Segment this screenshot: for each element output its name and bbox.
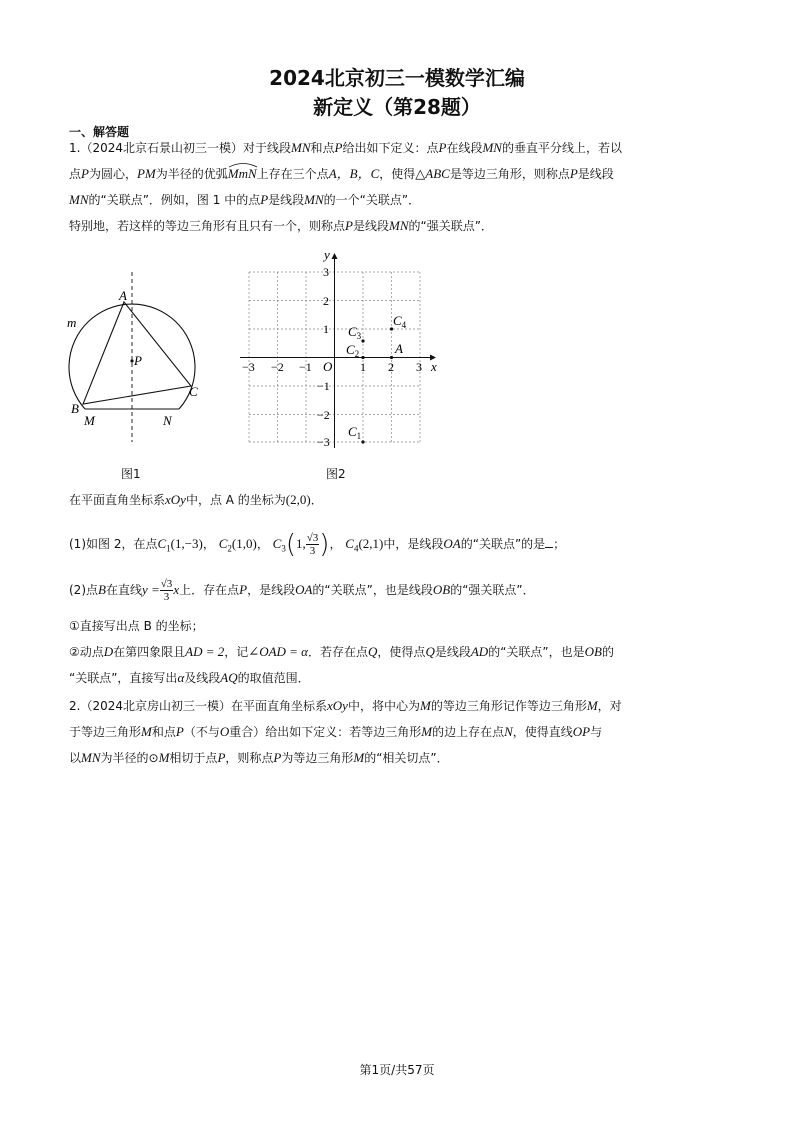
figure-2-coordinate-grid	[236, 245, 446, 455]
label-c: C	[189, 384, 198, 399]
q2-line-1: 2.（2024北京房山初三一模）在平面直角坐标系xOy中，将中心为M的等边三角形记作等边三角形M，对	[69, 698, 622, 713]
figure-1-caption: 图1	[121, 467, 141, 481]
label-n: N	[163, 413, 172, 428]
point-a-label: A	[395, 341, 403, 356]
q1-line-1: 1.（2024北京石景山初三一模）对于线段MN和点P给出如下定义：点P在线段MN的垂直平分线上，若以	[69, 140, 622, 155]
label-arc-m: m	[67, 315, 77, 330]
arc-mark	[228, 162, 258, 168]
y-tick: −1	[317, 379, 330, 393]
x-tick: −1	[299, 360, 312, 374]
q1-setup: 在平面直角坐标系xOy中，点 A 的坐标为(2,0)．	[69, 492, 323, 507]
y-tick: 2	[323, 294, 329, 308]
q1-part-2: (2)点B在直线y = $\frac{√3}{3}$ x上．存在点P，是线段OA的“关联点”，也是线段OB的“强关联点”．	[69, 578, 535, 603]
label-m: M	[84, 413, 95, 428]
x-axis-label: x	[431, 359, 437, 374]
q1-line-2: 点P为圆心，PM为半径的优弧MmN 上存在三个点A，B，C，使得△ABC是等边三角形，则称点P是线段	[69, 166, 729, 182]
page-footer: 第1页/共57页	[359, 1063, 435, 1077]
point-c1	[361, 440, 364, 443]
x-tick: 2	[388, 360, 394, 374]
figure-1	[64, 264, 214, 444]
label-a: A	[119, 288, 127, 303]
q1-part-1: (1)如图 2，在点$C_1(1,-3)$， $C_2(1,0)$， $C_3(1$, $\frac{√3}{3}$ )， $C_4(2,1)$中，是线段OA的“关联点”的是 ；	[69, 529, 566, 560]
arc-mmn: MmN	[228, 166, 257, 181]
point-c4-label: $C_4$	[393, 313, 407, 330]
x-tick: −3	[242, 360, 255, 374]
origin-label: O	[323, 359, 333, 374]
x-tick: 1	[360, 360, 366, 374]
point-a	[390, 356, 393, 359]
q2-line-3: 以MN为半径的⊙M相切于点P，则称点P为等边三角形M的“相关切点”．	[69, 750, 449, 765]
y-axis-arrow	[332, 253, 338, 259]
figure-2-caption: 图2	[326, 467, 346, 481]
point-c3-label: $C_3$	[348, 324, 362, 341]
answer-blank	[545, 537, 553, 548]
y-tick: −3	[317, 435, 330, 449]
point-c1-label: $C_1$	[348, 424, 362, 441]
q1-line-4: 特别地，若这样的等边三角形有且只有一个，则称点P是线段MN的“强关联点”．	[69, 218, 493, 233]
document-title: 2024北京初三一模数学汇编	[269, 66, 525, 90]
point-c2-label: $C_2$	[346, 342, 360, 359]
q1-sub-3: “关联点”，直接写出α及线段AQ的取值范围．	[69, 670, 310, 685]
label-p: P	[134, 353, 142, 368]
y-tick: −2	[317, 408, 330, 422]
y-tick: 3	[323, 265, 329, 279]
q1-sub-2: ②动点D在第四象限且AD = 2，记∠OAD = α．若存在点Q，使得点Q是线段AD的“关联点”，也是OB的	[69, 644, 614, 659]
point-c3	[361, 339, 364, 342]
q1-sub-1: ①直接写出点 B 的坐标；	[69, 619, 204, 633]
x-tick: −2	[271, 360, 284, 374]
fraction-sqrt3-over-3: $\frac{√3}{3}$	[306, 532, 319, 557]
q1-line-3: MN的“关联点”．例如，图 1 中的点P是线段MN的一个“关联点”．	[69, 192, 421, 207]
y-axis-label: y	[324, 247, 330, 262]
y-tick: 1	[323, 322, 329, 336]
q2-line-2: 于等边三角形M和点P（不与O重合）给出如下定义：若等边三角形M的边上存在点N，使得直线OP与	[69, 724, 603, 739]
point-c2	[361, 356, 364, 359]
fraction-sqrt3-over-3: $\frac{√3}{3}$	[160, 578, 173, 603]
document-subtitle: 新定义（第28题）	[313, 95, 481, 119]
section-heading: 一、解答题	[69, 125, 130, 139]
label-b: B	[71, 401, 79, 416]
x-tick: 3	[416, 360, 422, 374]
